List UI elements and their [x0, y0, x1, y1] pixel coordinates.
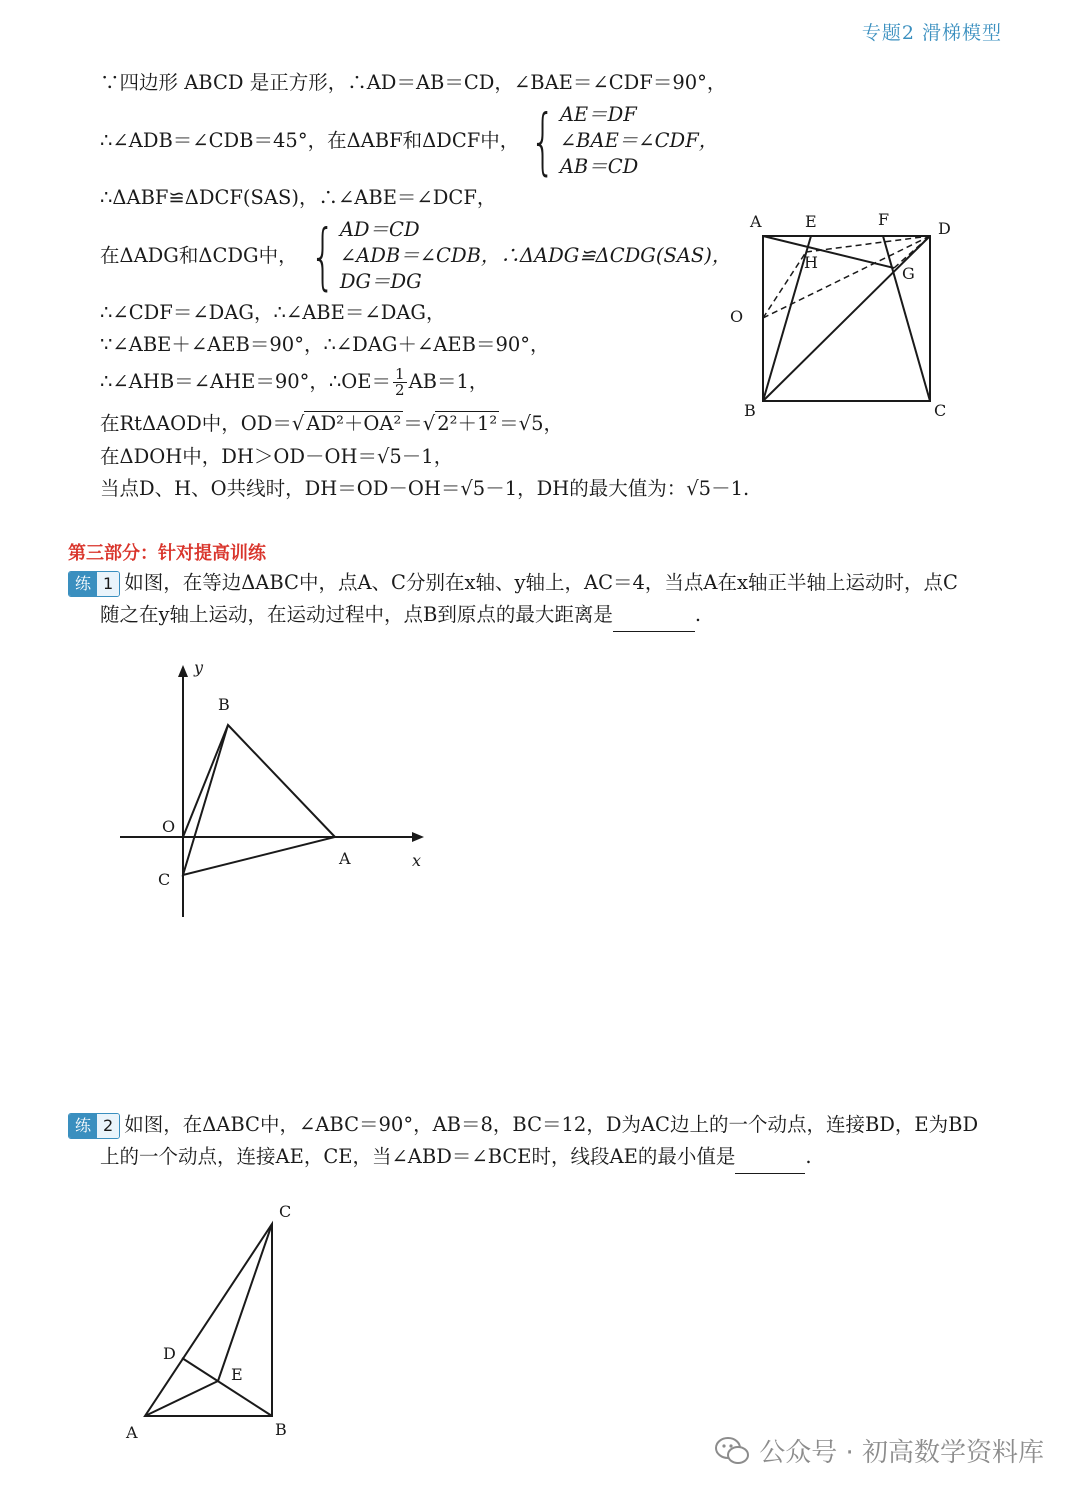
system-2 — [300, 214, 732, 298]
proof-line-2 — [100, 128, 519, 154]
system-2-eq-3: DG＝DG — [339, 270, 422, 293]
system-1 — [520, 99, 719, 183]
exercise-1-tag — [68, 571, 120, 597]
label-e: E — [805, 212, 817, 231]
proof-line-10: 当点D、H、O共线时，DH＝OD－OH＝√5－1，DH的最大值为：√5－1. — [100, 477, 750, 500]
system-2-eq-1: AD＝CD — [339, 218, 420, 241]
label-a: A — [126, 1423, 138, 1442]
system-1-eq-2: ∠BAE＝∠CDF， — [559, 129, 719, 152]
label-b: B — [744, 401, 756, 420]
brace-icon: { — [530, 99, 556, 183]
fraction-denominator: 2 — [395, 381, 405, 399]
answer-blank[interactable] — [735, 1141, 805, 1174]
answer-blank[interactable] — [613, 599, 695, 632]
fraction-one-half — [393, 367, 407, 398]
segment-ob — [183, 725, 228, 837]
label-b: B — [218, 695, 230, 714]
triangle-abc — [183, 725, 335, 875]
proof-line-7 — [100, 367, 488, 398]
exercise-1 — [68, 567, 958, 632]
exercise-1-line-1: 如图，在等边ΔABC中，点A、C分别在x轴、y轴上，AC＝4，当点A在x轴正半轴上运动时，点C — [124, 571, 958, 594]
label-o: O — [730, 307, 744, 326]
radicand-2: 2²＋1² — [437, 412, 498, 435]
exercise-2-figure — [115, 1195, 315, 1445]
system-1-eq-3: AB＝CD — [559, 155, 639, 178]
proof-line-8 — [100, 411, 563, 437]
segment-ce — [218, 1224, 272, 1381]
exercise-2-line-2: 上的一个动点，连接AE，CE，当∠ABD＝∠BCE时，线段AE的最小值是 — [100, 1145, 736, 1168]
section-title: 第三部分：针对提高训练 — [68, 543, 266, 564]
proof-line-6: ∵∠ABE＋∠AEB＝90°，∴∠DAG＋∠AEB＝90°， — [100, 333, 550, 356]
exercise-2-period: . — [805, 1145, 812, 1168]
radicand-1: AD²＋OA² — [306, 412, 402, 435]
proof-line-3: ∴ΔABF≌ΔDCF(SAS)，∴∠ABE＝∠DCF， — [100, 186, 497, 209]
label-c: C — [934, 401, 947, 420]
label-o: O — [162, 817, 176, 836]
proof-line-9: 在ΔDOH中，DH＞OD－OH＝√5－1， — [100, 445, 454, 468]
triangle-abc — [145, 1224, 272, 1416]
proof-line-7-post: AB＝1， — [408, 370, 489, 393]
exercise-tag-label: 练 — [69, 1114, 97, 1138]
square-figure — [720, 200, 970, 430]
exercise-tag-label: 练 — [69, 572, 97, 596]
exercise-1-figure — [110, 655, 440, 925]
proof-line-7-pre: ∴∠AHB＝∠AHE＝90°，∴OE＝ — [100, 370, 392, 393]
label-y: y — [194, 658, 204, 677]
segment-bd — [182, 1358, 272, 1416]
proof-line-4 — [100, 243, 298, 269]
proof-line-4-text: 在ΔADG和ΔCDG中， — [100, 244, 298, 267]
proof-line-8-mid: ＝√ — [403, 412, 436, 435]
watermark — [715, 1432, 1044, 1469]
label-a: A — [750, 212, 762, 231]
segment-cf — [883, 236, 930, 401]
exercise-tag-number: 1 — [97, 572, 119, 596]
proof-line-1: ∵四边形 ABCD 是正方形，∴AD＝AB＝CD，∠BAE＝∠CDF＝90°， — [100, 71, 727, 94]
label-h: H — [804, 253, 818, 272]
label-c: C — [279, 1202, 292, 1221]
proof-line-8-post: ＝√5， — [499, 412, 564, 435]
exercise-2-line-1: 如图，在ΔABC中，∠ABC＝90°，AB＝8，BC＝12，D为AC边上的一个动点，连接BD，E为BD — [124, 1113, 979, 1136]
label-a: A — [339, 849, 351, 868]
proof-line-2-text: ∴∠ADB＝∠CDB＝45°，在ΔABF和ΔDCF中， — [100, 129, 520, 152]
label-x: x — [412, 851, 422, 870]
exercise-1-line-2: 随之在y轴上运动，在运动过程中，点B到原点的最大距离是 — [100, 603, 613, 626]
label-d: D — [163, 1344, 176, 1363]
label-c: C — [158, 870, 171, 889]
label-e: E — [231, 1365, 243, 1384]
page-header-title: 专题2 滑梯模型 — [861, 22, 1002, 44]
proof-line-8-pre: 在RtΔAOD中，OD＝√ — [100, 412, 305, 435]
dashed-hd — [806, 236, 930, 252]
exercise-1-period: . — [694, 603, 702, 626]
proof-line-5: ∴∠CDF＝∠DAG，∴∠ABE＝∠DAG， — [100, 301, 446, 324]
x-axis-arrow-icon — [412, 832, 424, 842]
label-f: F — [878, 210, 890, 229]
label-g: G — [902, 264, 915, 283]
diagonal-bd — [763, 236, 930, 401]
label-b: B — [275, 1420, 287, 1439]
exercise-2-tag — [68, 1113, 120, 1139]
system-2-eq-2: ∠ADB＝∠CDB，∴ΔADG≌ΔCDG(SAS)， — [339, 244, 732, 267]
y-axis-arrow-icon — [178, 665, 188, 677]
watermark-text: 公众号 · 初高数学资料库 — [759, 1438, 1044, 1468]
system-1-eq-1: AE＝DF — [559, 103, 637, 126]
label-d: D — [938, 219, 951, 238]
exercise-tag-number: 2 — [97, 1114, 119, 1138]
wechat-icon — [715, 1436, 749, 1466]
fraction-numerator: 1 — [395, 365, 405, 383]
exercise-2 — [68, 1109, 978, 1174]
brace-icon: { — [310, 214, 336, 298]
